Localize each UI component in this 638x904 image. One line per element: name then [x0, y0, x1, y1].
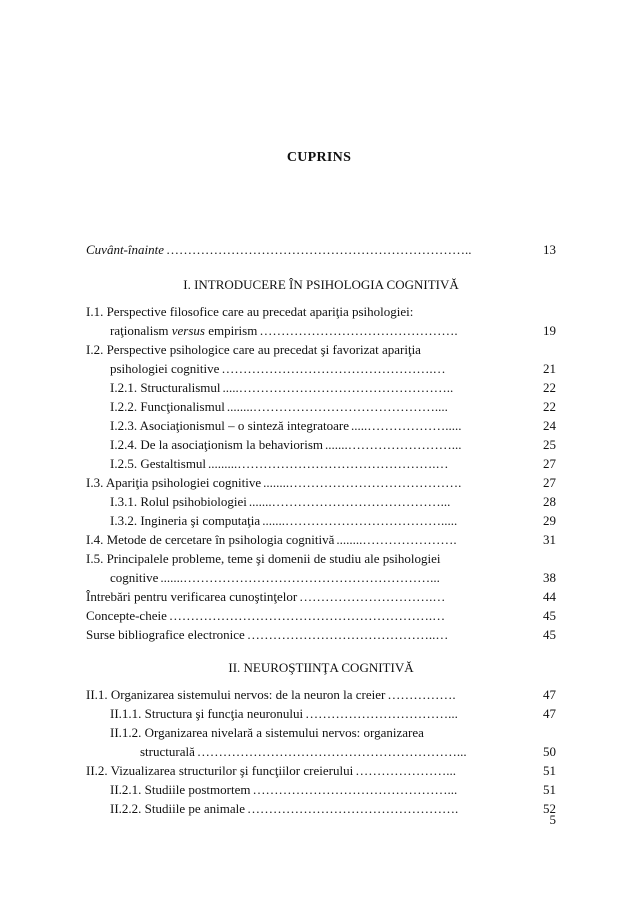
toc-page-number: 27 [543, 456, 556, 471]
toc-entry [86, 378, 556, 397]
toc-entry [86, 780, 556, 799]
toc-entry [86, 302, 556, 340]
toc-entry-text: I.4. Metode de cercetare în psihologia cognitivă [86, 532, 335, 547]
toc-entry [86, 587, 556, 606]
toc-entry [86, 397, 556, 416]
toc-entry [86, 416, 556, 435]
toc-entry-text: Surse bibliografice electronice [86, 627, 245, 642]
toc-leader-dots: ……………………………………..… [246, 627, 449, 642]
toc-entry-text: Cuvânt-înainte [86, 242, 164, 257]
toc-entry-text: I.2.2. Funcţionalismul [110, 399, 225, 414]
toc-page-number: 51 [543, 782, 556, 797]
toc-leader-dots: …………………………………………. [247, 801, 459, 816]
toc-entry [86, 454, 556, 473]
toc-page-number: 21 [543, 361, 556, 376]
table-of-contents [86, 240, 556, 818]
toc-page-number: 22 [543, 380, 556, 395]
toc-page-number: 51 [543, 763, 556, 778]
toc-entry-text: Concepte-cheie [86, 608, 167, 623]
toc-entry [86, 435, 556, 454]
toc-entry-text: II.2.2. Studiile pe animale [110, 801, 246, 816]
toc-leader-dots: ……………………………... [305, 706, 458, 721]
toc-page-number: 44 [543, 589, 556, 604]
toc-entry-text: II.2. Vizualizarea structurilor şi funcţiilor creierului [86, 763, 354, 778]
toc-leader-dots: .....………………..... [351, 418, 462, 433]
section-heading-2: II. NEUROŞTIINŢA COGNITIVĂ [228, 660, 414, 675]
toc-entry-text: II.1.2. Organizarea nivelară a sistemului nervos: organizarea [110, 725, 424, 740]
toc-entry [86, 799, 556, 818]
toc-leader-dots: ........…………………………………. [263, 475, 462, 490]
toc-entry [86, 704, 556, 723]
toc-page-number: 22 [543, 399, 556, 414]
toc-leader-dots: .........……………………………………….… [208, 456, 449, 471]
toc-entry-text: II.2.1. Studiile postmortem [110, 782, 251, 797]
toc-leader-dots: .......…………………………………... [248, 494, 451, 509]
toc-page-number: 24 [543, 418, 556, 433]
toc-leader-dots: ……………………………………………………... [196, 744, 467, 759]
toc-entry-text: II.1.1. Structura şi funcţia neuronului [110, 706, 304, 721]
toc-entry [86, 625, 556, 644]
toc-page-number: 45 [543, 608, 556, 623]
toc-entry [86, 606, 556, 625]
toc-entry-text: Întrebări pentru verificarea cunoştinţelor [86, 589, 298, 604]
toc-leader-dots: ………………………………………….… [221, 361, 446, 376]
toc-page-number: 50 [543, 744, 556, 759]
toc-entry-text-cont: cognitive [110, 570, 159, 585]
toc-entry-text: II.1. Organizarea sistemului nervos: de la neuron la creier [86, 687, 386, 702]
toc-page-number: 45 [543, 627, 556, 642]
toc-entry [86, 723, 556, 761]
toc-entry-text: I.5. Principalele probleme, teme şi domenii de studiu ale psihologiei [86, 551, 441, 566]
toc-entry [86, 685, 556, 704]
toc-leader-dots: …………………………………………………………….. [166, 242, 472, 257]
toc-leader-dots: .......…………………………………………………... [160, 570, 440, 585]
toc-entry [86, 530, 556, 549]
toc-page-number: 47 [543, 706, 556, 721]
toc-page-number: 52 [543, 801, 556, 816]
toc-page-number: 47 [543, 687, 556, 702]
page-title: CUPRINS [286, 150, 352, 165]
toc-entry-text-cont: raţionalism versus empirism [110, 323, 258, 338]
toc-entry-text: I.1. Perspective filosofice care au precedat apariţia psihologiei: [86, 304, 414, 319]
toc-entry-text: I.2.1. Structuralismul [110, 380, 221, 395]
toc-leader-dots: .......……………………... [325, 437, 462, 452]
toc-entry [86, 473, 556, 492]
toc-page-number: 38 [543, 570, 556, 585]
toc-page-number: 13 [543, 242, 556, 257]
toc-entry [86, 549, 556, 587]
toc-leader-dots: ………………………………………... [252, 782, 458, 797]
toc-entry [86, 761, 556, 780]
toc-entry-text: I.3.1. Rolul psihobiologiei [110, 494, 247, 509]
toc-entry-intro [86, 240, 556, 259]
toc-entry-text-cont: psihologiei cognitive [110, 361, 220, 376]
page-number: 5 [549, 812, 556, 827]
toc-leader-dots: …………………………………………………….… [168, 608, 446, 623]
toc-entry-text: I.2.5. Gestaltismul [110, 456, 207, 471]
toc-leader-dots: ………………………………………. [259, 323, 458, 338]
toc-entry-text: I.2.3. Asociaţionismul – o sinteză integratoare [110, 418, 349, 433]
toc-entry-text: I.3.2. Ingineria şi computaţia [110, 513, 261, 528]
toc-entry [86, 511, 556, 530]
toc-entry-text-cont: structurală [140, 744, 195, 759]
toc-leader-dots: ........…………………………………….... [226, 399, 448, 414]
toc-leader-dots: …………………... [355, 763, 456, 778]
toc-page-number: 19 [543, 323, 556, 338]
section-heading-1: I. INTRODUCERE ÎN PSIHOLOGIA COGNITIVĂ [183, 277, 459, 292]
toc-leader-dots: ........…………………. [336, 532, 457, 547]
toc-leader-dots: ………………………….… [299, 589, 446, 604]
toc-page-number: 29 [543, 513, 556, 528]
toc-entry-text: I.3. Apariţia psihologiei cognitive [86, 475, 262, 490]
toc-entry-text: I.2. Perspective psihologice care au precedat şi favorizat apariţia [86, 342, 421, 357]
toc-page-number: 27 [543, 475, 556, 490]
toc-leader-dots: ……………. [387, 687, 456, 702]
toc-entry [86, 340, 556, 378]
toc-leader-dots: .....………………………………………….. [222, 380, 454, 395]
toc-page-number: 28 [543, 494, 556, 509]
toc-leader-dots: .......………………………………..... [262, 513, 458, 528]
toc-page-number: 25 [543, 437, 556, 452]
toc-entry-text: I.2.4. De la asociaţionism la behaviorism [110, 437, 324, 452]
toc-entry [86, 492, 556, 511]
toc-page-number: 31 [543, 532, 556, 547]
